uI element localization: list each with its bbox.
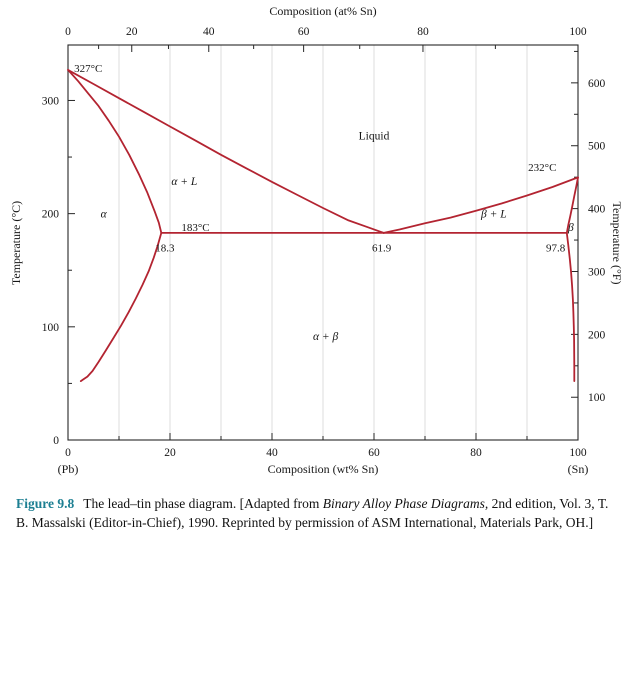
right-axis-title: Temperature (°F) (610, 201, 624, 285)
left-axis-tick-label: 0 (53, 435, 59, 447)
phase-region-label: α (100, 208, 107, 221)
phase-boundary-liquidus-right (384, 177, 578, 233)
phase-region-label: α + L (171, 175, 198, 188)
sn-end-label: (Sn) (567, 462, 589, 476)
bottom-axis-title: Composition (wt% Sn) (267, 462, 379, 476)
left-axis-tick-label: 300 (41, 95, 59, 108)
gridlines-layer (119, 45, 527, 440)
top-axis-tick-label: 0 (65, 26, 71, 38)
phase-boundary-solvus-alpha (81, 233, 162, 381)
bottom-axis-tick-label: 100 (569, 447, 587, 459)
figure-caption (16, 494, 620, 532)
value-annotation: 183°C (181, 222, 210, 235)
bottom-axis-tick-label: 20 (164, 447, 176, 459)
caption-text-2: 2nd edition, Vol. 3, T. B. Massalski (Editor-in-Chief), 1990. Reprinted by permission of ASM International, Materials Park, OH.] (16, 496, 609, 531)
caption-text-1: The lead–tin phase diagram. [Adapted from (83, 496, 323, 511)
figure-number: Figure 9.8 (16, 496, 75, 511)
phase-region-label: β + L (480, 208, 507, 221)
top-axis-tick-label: 80 (417, 26, 429, 38)
phase-boundary-liquidus-left (68, 70, 384, 233)
right-axis-tick-label: 300 (588, 266, 606, 279)
value-annotation: 327°C (74, 63, 103, 76)
right-axis-tick-label: 500 (588, 140, 606, 153)
value-annotation: 232°C (528, 162, 557, 175)
top-axis-title: Composition (at% Sn) (269, 4, 377, 18)
left-axis-title: Temperature (°C) (9, 200, 23, 286)
value-annotation: 61.9 (371, 242, 392, 255)
top-axis-tick-label: 40 (203, 26, 215, 38)
bottom-axis-tick-label: 60 (368, 447, 380, 459)
value-annotation: 18.3 (155, 242, 175, 255)
phase-region-label: α + β (312, 330, 339, 343)
right-axis-tick-label: 400 (588, 203, 606, 216)
tick-labels-layer (42, 26, 606, 459)
region-labels-layer (74, 63, 574, 343)
caption-source-italic: Binary Alloy Phase Diagrams, (322, 496, 489, 511)
top-axis-tick-label: 20 (126, 26, 138, 38)
phase-boundary-solvus-beta (567, 233, 575, 381)
bottom-axis-tick-label: 0 (65, 447, 71, 459)
left-axis-tick-label: 100 (41, 321, 59, 334)
right-axis-tick-label: 600 (588, 77, 606, 90)
right-axis-tick-label: 100 (588, 392, 606, 405)
value-annotation: 97.8 (545, 242, 566, 255)
phase-region-label: β (568, 222, 574, 235)
phase-boundary-solidus-alpha (68, 70, 161, 233)
bottom-axis-tick-label: 40 (266, 447, 278, 459)
top-axis-tick-label: 60 (297, 26, 310, 38)
right-axis-tick-label: 200 (588, 329, 606, 342)
bottom-axis-tick-label: 80 (470, 447, 482, 459)
phase-region-label: Liquid (358, 130, 390, 143)
left-axis-tick-label: 200 (41, 208, 59, 221)
pb-end-label: (Pb) (57, 462, 79, 476)
top-axis-tick-label: 100 (569, 26, 587, 38)
